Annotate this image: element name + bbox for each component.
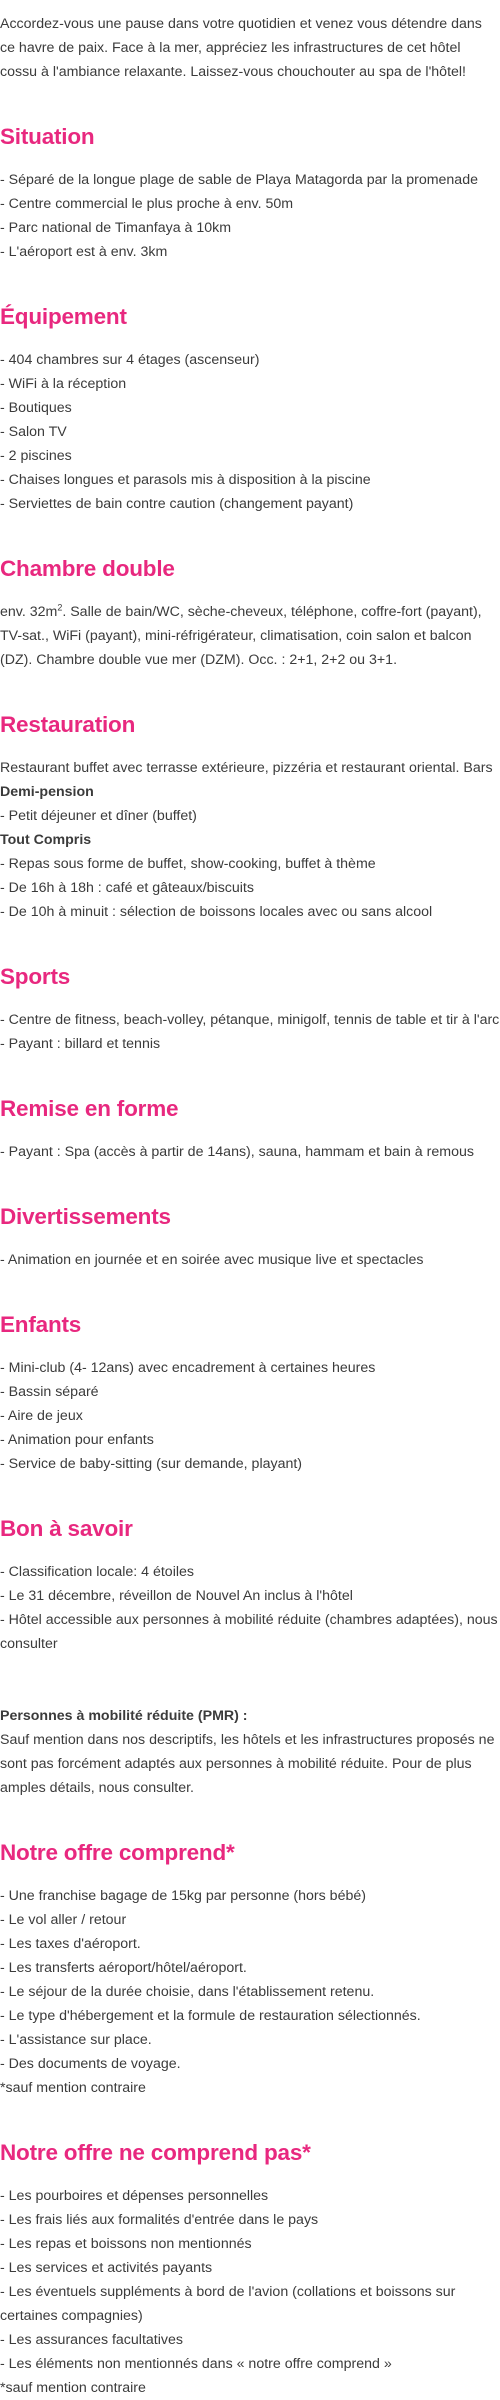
list-item: - Payant : billard et tennis (0, 1036, 161, 1052)
section-body (0, 2184, 500, 2400)
list-item: - Les pourboires et dépenses personnelles (0, 2188, 269, 2204)
section-title: Chambre double (0, 556, 175, 581)
section-body (0, 1140, 500, 1164)
list-item: - Les frais liés aux formalités d'entrée dans le pays (0, 2212, 319, 2228)
section-title: Équipement (0, 304, 127, 329)
list-item: - Mini-club (4- 12ans) avec encadrement à certaines heures (0, 1360, 376, 1376)
section-divertissements (0, 1202, 500, 1272)
list-item: - Aire de jeux (0, 1408, 83, 1424)
list-item: - Les éventuels suppléments à bord de l'avion (collations et boissons sur certaines compagnies) (0, 2284, 456, 2324)
demi-pension-label: Demi-pension (0, 784, 94, 800)
section-body (0, 1560, 500, 1800)
section-title: Enfants (0, 1312, 82, 1337)
list-item: - Service de baby-sitting (sur demande, playant) (0, 1456, 303, 1472)
section-body (0, 756, 500, 924)
list-item: - Séparé de la longue plage de sable de Playa Matagorda par la promenade (0, 172, 478, 188)
list-item: - Le type d'hébergement et la formule de restauration sélectionnés. (0, 2008, 421, 2024)
section-title: Divertissements (0, 1204, 171, 1229)
superscript: 2 (57, 602, 63, 613)
list-item: - Les repas et boissons non mentionnés (0, 2236, 252, 2252)
section-title: Remise en forme (0, 1096, 179, 1121)
list-item: - Classification locale: 4 étoiles (0, 1564, 194, 1580)
list-item: - L'aéroport est à env. 3km (0, 244, 168, 260)
section-title: Notre offre ne comprend pas* (0, 2140, 311, 2165)
list-item: - Une franchise bagage de 15kg par personne (hors bébé) (0, 1888, 366, 1904)
footnote: *sauf mention contraire (0, 2380, 146, 2396)
list-item: - Animation pour enfants (0, 1432, 154, 1448)
list-item: - Les taxes d'aéroport. (0, 1936, 141, 1952)
list-item: - Le 31 décembre, réveillon de Nouvel An inclus à l'hôtel (0, 1588, 353, 1604)
section-situation (0, 122, 500, 264)
list-item: - Bassin séparé (0, 1384, 99, 1400)
restaurant-intro: Restaurant buffet avec terrasse extérieure, pizzéria et restaurant oriental. Bars (0, 760, 493, 776)
section-body (0, 168, 500, 264)
list-item: - Les transferts aéroport/hôtel/aéroport. (0, 1960, 247, 1976)
room-size: env. 32m (0, 604, 58, 620)
tout-compris-label: Tout Compris (0, 832, 92, 848)
list-item: - Serviettes de bain contre caution (changement payant) (0, 496, 354, 512)
footnote: *sauf mention contraire (0, 2080, 146, 2096)
section-title: Sports (0, 964, 71, 989)
section-title: Bon à savoir (0, 1516, 133, 1541)
list-item: - Les assurances facultatives (0, 2332, 183, 2348)
list-item: - Boutiques (0, 400, 72, 416)
section-body (0, 1884, 500, 2100)
section-bon-a-savoir (0, 1514, 500, 1800)
list-item: - Le séjour de la durée choisie, dans l'établissement retenu. (0, 1984, 375, 2000)
section-equipement (0, 302, 500, 516)
list-item: - Animation en journée et en soirée avec musique live et spectacles (0, 1252, 424, 1268)
list-item: - Centre de fitness, beach-volley, pétanque, minigolf, tennis de table et tir à l'arc (0, 1012, 500, 1028)
list-item: - Hôtel accessible aux personnes à mobilité réduite (chambres adaptées), nous consulter (0, 1612, 498, 1652)
list-item: - De 16h à 18h : café et gâteaux/biscuits (0, 880, 254, 896)
list-item: - Les éléments non mentionnés dans « notre offre comprend » (0, 2356, 392, 2372)
list-item: - De 10h à minuit : sélection de boissons locales avec ou sans alcool (0, 904, 433, 920)
list-item: - L'assistance sur place. (0, 2032, 152, 2048)
section-offre-comprend (0, 1838, 500, 2100)
list-item: - Chaises longues et parasols mis à disposition à la piscine (0, 472, 371, 488)
section-body (0, 348, 500, 516)
section-offre-ne-comprend-pas (0, 2138, 500, 2400)
list-item: - WiFi à la réception (0, 376, 127, 392)
list-item: - Les services et activités payants (0, 2260, 213, 2276)
list-item: - 2 piscines (0, 448, 72, 464)
list-item: - 404 chambres sur 4 étages (ascenseur) (0, 352, 260, 368)
section-body (0, 1008, 500, 1056)
list-item: - Parc national de Timanfaya à 10km (0, 220, 232, 236)
list-item: - Le vol aller / retour (0, 1912, 127, 1928)
room-details: . Salle de bain/WC, sèche-cheveux, téléphone, coffre-fort (payant), TV-sat., WiFi (payant), mini-réfrigérateur, climatisation, coin salon et balcon (DZ). Chambre double vue mer (DZM). Occ. : 2+1, 2+2 ou 3+1. (0, 604, 482, 668)
list-item: - Salon TV (0, 424, 67, 440)
section-remise-en-forme (0, 1094, 500, 1164)
section-body (0, 600, 500, 672)
list-item: - Payant : Spa (accès à partir de 14ans), sauna, hammam et bain à remous (0, 1144, 474, 1160)
section-body (0, 1356, 500, 1476)
list-item: - Centre commercial le plus proche à env. 50m (0, 196, 294, 212)
list-item: - Repas sous forme de buffet, show-cooking, buffet à thème (0, 856, 376, 872)
list-item: - Des documents de voyage. (0, 2056, 181, 2072)
section-chambre (0, 554, 500, 672)
room-description (0, 600, 500, 672)
section-title: Restauration (0, 712, 136, 737)
intro-paragraph: Accordez-vous une pause dans votre quotidien et venez vous détendre dans ce havre de paix. Face à la mer, appréciez les infrastructures de cet hôtel cossu à l'ambiance relaxante. Laissez-vous chouchouter au spa de l'hôtel! (0, 16, 482, 80)
section-enfants (0, 1310, 500, 1476)
section-sports (0, 962, 500, 1056)
pmr-label: Personnes à mobilité réduite (PMR) : (0, 1708, 248, 1724)
section-restauration (0, 710, 500, 924)
pmr-text: Sauf mention dans nos descriptifs, les hôtels et les infrastructures proposés ne sont pas forcément adaptés aux personnes à mobilité réduite. Pour de plus amples détails, nous consulter. (0, 1732, 495, 1796)
section-title: Situation (0, 124, 95, 149)
list-item: - Petit déjeuner et dîner (buffet) (0, 808, 197, 824)
section-title: Notre offre comprend* (0, 1840, 235, 1865)
section-body (0, 1248, 500, 1272)
